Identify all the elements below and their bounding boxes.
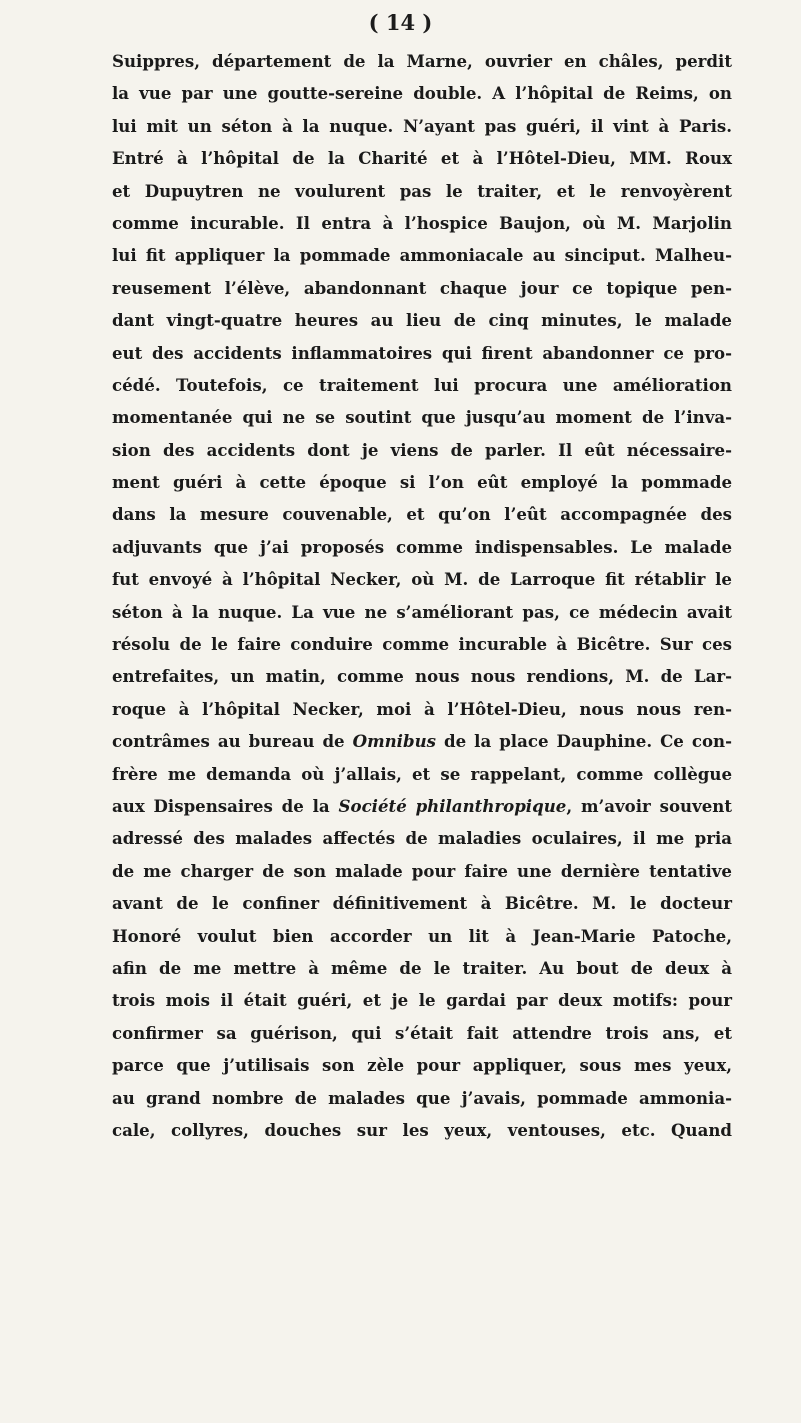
text-run: fut envoyé à l’hôpital Necker, où M. de Larroque fit rétablir le — [112, 569, 732, 590]
text-line — [112, 984, 732, 1016]
text-line — [112, 563, 732, 595]
text-run: sion des accidents dont je viens de parler. Il eût nécessaire- — [112, 439, 732, 460]
text-run: de la place Dauphine. Ce con- — [436, 731, 732, 752]
text-run: lui fit appliquer la pommade ammoniacale au sinciput. Malheu- — [112, 245, 732, 266]
text-line — [112, 304, 732, 336]
text-run: ment guéri à cette époque si l’on eût employé la pommade — [112, 472, 732, 493]
text-line — [112, 142, 732, 174]
text-line — [112, 596, 732, 628]
text-run: de me charger de son malade pour faire une dernière tentative — [112, 860, 732, 881]
text-line — [112, 952, 732, 984]
text-run: reusement l’élève, abandonnant chaque jour ce topique pen- — [112, 277, 732, 298]
text-run: lui mit un séton à la nuque. N’ayant pas guéri, il vint à Paris. — [112, 115, 732, 136]
text-run: la vue par une goutte-sereine double. A l’hôpital de Reims, on — [112, 83, 732, 104]
text-line — [112, 45, 732, 77]
page-number: ( 14 ) — [368, 10, 433, 35]
text-line — [112, 1017, 732, 1049]
text-run: avant de le confiner définitivement à Bicêtre. M. le docteur — [112, 893, 732, 914]
text-line — [112, 401, 732, 433]
text-run: frère me demanda où j’allais, et se rappelant, comme collègue — [112, 763, 732, 784]
text-line — [112, 77, 732, 109]
text-line — [112, 920, 732, 952]
text-run: adjuvants que j’ai proposés comme indispensables. Le malade — [112, 536, 732, 557]
text-line — [112, 466, 732, 498]
text-line — [112, 110, 732, 142]
text-line — [112, 369, 732, 401]
text-line — [112, 207, 732, 239]
text-run: cale, collyres, douches sur les yeux, ventouses, etc. Quand — [112, 1119, 732, 1140]
text-run: Honoré voulut bien accorder un lit à Jean-Marie Patoche, — [112, 925, 732, 946]
text-run: confirmer sa guérison, qui s’était fait attendre trois ans, et — [112, 1022, 732, 1043]
text-line — [112, 758, 732, 790]
text-run: , m’avoir souvent — [566, 795, 733, 816]
text-line — [112, 337, 732, 369]
text-line — [112, 693, 732, 725]
text-line — [112, 660, 732, 692]
text-run: et Dupuytren ne voulurent pas le traiter, et le renvoyèrent — [112, 180, 732, 201]
text-line — [112, 725, 732, 757]
italic-run: Omnibus — [352, 731, 436, 752]
text-line — [112, 1082, 732, 1114]
text-run: Suippres, département de la Marne, ouvrier en châles, perdit — [112, 51, 732, 71]
text-run: dans la mesure couvenable, et qu’on l’eût accompagnée des — [112, 504, 732, 525]
text-run: dant vingt-quatre heures au lieu de cinq minutes, le malade — [112, 310, 732, 331]
text-line — [112, 1049, 732, 1081]
text-run: Entré à l’hôpital de la Charité et à l’Hôtel-Dieu, MM. Roux — [112, 148, 732, 169]
text-run: afin de me mettre à même de le traiter. Au bout de deux à — [112, 957, 732, 978]
text-run: contrâmes au bureau de — [112, 731, 353, 752]
body-text — [112, 45, 732, 1146]
text-line — [112, 855, 732, 887]
text-line — [112, 531, 732, 563]
text-line — [112, 887, 732, 919]
text-run: résolu de le faire conduire comme incurable à Bicêtre. Sur ces — [112, 634, 732, 655]
text-run: eut des accidents inflammatoires qui firent abandonner ce pro- — [112, 342, 732, 363]
text-line — [112, 790, 732, 822]
text-run: comme incurable. Il entra à l’hospice Baujon, où M. Marjolin — [112, 212, 732, 233]
text-run: au grand nombre de malades que j’avais, pommade ammonia- — [112, 1087, 732, 1108]
text-run: trois mois il était guéri, et je le gardai par deux motifs: pour — [112, 990, 732, 1011]
text-run: entrefaites, un matin, comme nous nous rendions, M. de Lar- — [112, 666, 732, 687]
text-line — [112, 175, 732, 207]
text-line — [112, 1114, 732, 1146]
text-line — [112, 498, 732, 530]
italic-run: Société philanthropique — [338, 795, 567, 816]
text-run: séton à la nuque. La vue ne s’améliorant pas, ce médecin avait — [112, 601, 732, 622]
text-line — [112, 822, 732, 854]
text-run: parce que j’utilisais son zèle pour appliquer, sous mes yeux, — [112, 1055, 732, 1076]
text-line — [112, 434, 732, 466]
text-line — [112, 272, 732, 304]
text-run: cédé. Toutefois, ce traitement lui procura une amélioration — [112, 374, 732, 395]
text-line — [112, 239, 732, 271]
text-run: roque à l’hôpital Necker, moi à l’Hôtel-Dieu, nous nous ren- — [112, 698, 732, 719]
text-run: momentanée qui ne se soutint que jusqu’au moment de l’inva- — [112, 407, 732, 428]
text-line — [112, 628, 732, 660]
text-run: aux Dispensaires de la — [112, 795, 339, 816]
text-run: adressé des malades affectés de maladies oculaires, il me pria — [112, 828, 732, 849]
